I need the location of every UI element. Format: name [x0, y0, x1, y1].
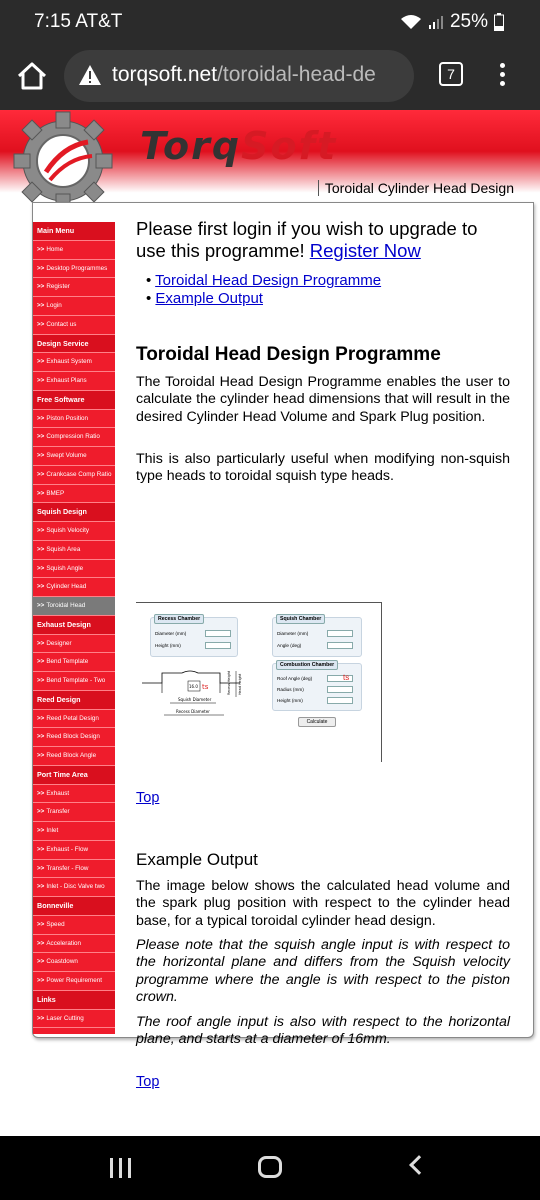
sidebar-item-label: Main Menu — [37, 226, 75, 235]
radius-field — [327, 686, 353, 693]
sidebar-item[interactable] — [33, 747, 115, 766]
web-page — [0, 110, 540, 1136]
chevron-right-icon: >> — [37, 414, 45, 422]
recess-height-field — [205, 642, 231, 649]
chevron-right-icon: >> — [37, 845, 45, 853]
sidebar-item[interactable] — [33, 466, 115, 485]
sidebar-menu — [33, 222, 115, 1034]
chevron-right-icon: >> — [37, 827, 45, 834]
chevron-right-icon: >> — [37, 939, 45, 947]
combustion-chamber-title: Combustion Chamber — [276, 660, 338, 670]
squish-angle-field — [327, 642, 353, 649]
sidebar-item-label: Bend Template — [46, 658, 89, 666]
top-link-2[interactable]: Top — [136, 1074, 160, 1090]
chevron-right-icon: >> — [37, 452, 45, 459]
sidebar-item[interactable] — [33, 428, 115, 447]
page-heading: Toroidal Cylinder Head Design — [318, 180, 514, 196]
recess-diameter-field — [205, 630, 231, 637]
sidebar-item-label: Laser Cutting — [46, 1014, 84, 1022]
radius-dim: 16.0 — [189, 684, 198, 689]
recent-apps-icon[interactable] — [110, 1158, 132, 1178]
sidebar-item-label: Transfer — [46, 808, 70, 816]
recess-height-dim: Recess Height — [227, 670, 231, 695]
sidebar-item-label: Power Requirement — [46, 977, 103, 984]
address-bar[interactable] — [64, 50, 414, 102]
sidebar-section-header — [33, 335, 115, 354]
sidebar-item-label: Compression Ratio — [46, 433, 100, 441]
squish-angle-note: Please note that the squish angle input is with respect to the horizontal plane and differs from the Squish velocity programme where the angle is with respect to the piston crown. — [136, 937, 510, 1006]
list-item — [146, 290, 510, 308]
sidebar-item[interactable] — [33, 785, 115, 804]
sidebar-item[interactable] — [33, 803, 115, 822]
recess-diameter-label: Diameter (mm) — [155, 631, 187, 636]
sidebar-item-label: Register — [46, 283, 70, 291]
logo-part1: Torq — [140, 124, 242, 168]
sidebar-item-label: Reed Block Angle — [46, 752, 97, 759]
sidebar-item[interactable] — [33, 953, 115, 972]
sidebar-item[interactable] — [33, 447, 115, 466]
roof-angle-note: The roof angle input is also with respect to the horizontal plane, and starts at a diameter of 16mm. — [136, 1014, 510, 1048]
chevron-right-icon: >> — [37, 470, 45, 478]
chevron-right-icon: >> — [37, 602, 45, 609]
sidebar-item-label: Squish Velocity — [46, 527, 90, 534]
sidebar-item[interactable] — [33, 728, 115, 747]
logo-part2: Soft — [241, 124, 338, 168]
sidebar-item-label: Speed — [46, 920, 65, 928]
sidebar-section-header — [33, 897, 115, 916]
back-icon[interactable] — [409, 1155, 429, 1175]
system-nav-bar — [0, 1136, 540, 1200]
sidebar-item[interactable] — [33, 597, 115, 616]
sidebar-item[interactable] — [33, 916, 115, 935]
ts-diagram-marker: ts — [202, 683, 209, 691]
head-cross-section-diagram — [140, 667, 260, 729]
sidebar-item[interactable] — [33, 653, 115, 672]
sidebar-item[interactable] — [33, 560, 115, 579]
sidebar-item-label: Exhaust - Flow — [46, 845, 89, 853]
recess-chamber-panel — [150, 617, 238, 657]
chevron-right-icon: >> — [37, 639, 45, 647]
squish-diameter-label: Diameter (mm) — [277, 631, 309, 636]
sidebar-item-label: Designer — [46, 639, 72, 647]
sidebar-item[interactable] — [33, 635, 115, 654]
battery-icon — [494, 13, 504, 31]
combustion-chamber-panel — [272, 663, 362, 711]
sidebar-section-header — [33, 391, 115, 410]
squish-diameter-field — [327, 630, 353, 637]
sidebar-item-label: Design Service — [37, 338, 89, 348]
warning-icon[interactable] — [78, 64, 102, 86]
sidebar-item[interactable] — [33, 841, 115, 860]
ts-marker: ts — [343, 673, 350, 682]
url-path: /toroidal-head-de — [217, 63, 376, 86]
intro-text: Please first login if you wish to upgrade to use this programme! — [136, 218, 478, 261]
chevron-right-icon: >> — [37, 527, 45, 534]
top-link-1[interactable]: Top — [136, 790, 160, 806]
sidebar-item[interactable] — [33, 541, 115, 560]
section-title-example: Example Output — [136, 850, 258, 869]
signal-icon — [428, 14, 444, 30]
site-logo-text[interactable] — [140, 124, 337, 168]
wifi-icon — [400, 14, 422, 30]
sidebar-item[interactable] — [33, 485, 115, 504]
browser-toolbar — [0, 44, 540, 110]
programme-description: The Toroidal Head Design Programme enables the user to calculate the cylinder head dimensions that will result in the desired Cylinder Head Volume and Spark Plug position. — [136, 374, 510, 425]
chevron-right-icon: >> — [37, 752, 45, 759]
home-icon[interactable] — [14, 58, 50, 94]
sidebar-item[interactable] — [33, 278, 115, 297]
sidebar-item-label: Port Time Area — [37, 769, 88, 779]
sidebar-item-label: Login — [46, 302, 62, 309]
sidebar-section-header — [33, 991, 115, 1010]
sidebar-section-header — [33, 222, 115, 241]
recess-diameter-dim: Recess Diameter — [176, 709, 210, 714]
status-time: 7:15 AT&T — [34, 11, 123, 32]
register-now-link[interactable]: Register Now — [309, 240, 421, 261]
overflow-menu-icon[interactable] — [492, 60, 512, 90]
sidebar-item-label: Exhaust Plans — [46, 377, 87, 384]
sidebar-item-label: Squish Design — [37, 507, 87, 517]
example-description: The image below shows the calculated head volume and the spark plug position with respect to the cylinder head base, for a typical toroidal cylinder head design. — [136, 878, 510, 929]
chevron-right-icon: >> — [37, 433, 45, 441]
sidebar-section-header — [33, 691, 115, 710]
sidebar-item-label: Links — [37, 994, 56, 1004]
gear-logo-icon — [8, 110, 118, 216]
sidebar-item-label: Toroidal Head — [46, 602, 86, 609]
sidebar-item[interactable] — [33, 1010, 115, 1029]
sidebar-item[interactable] — [33, 972, 115, 991]
chevron-right-icon: >> — [37, 883, 45, 891]
sidebar-item-label: Home — [46, 245, 64, 253]
chevron-right-icon: >> — [37, 1014, 45, 1022]
sidebar-item-label: BMEP — [46, 489, 65, 497]
chevron-right-icon: >> — [37, 658, 45, 666]
programme-note: This is also particularly useful when modifying non-squish type heads to toroidal squish type heads. — [136, 451, 510, 485]
head-height-dim: Head Height — [238, 673, 242, 695]
sidebar-item[interactable] — [33, 260, 115, 279]
chevron-right-icon: >> — [37, 545, 45, 553]
sidebar-item[interactable] — [33, 878, 115, 897]
chevron-right-icon: >> — [37, 377, 45, 384]
squish-chamber-title: Squish Chamber — [276, 614, 325, 624]
url-text[interactable] — [112, 63, 376, 87]
battery-percent: 25% — [449, 11, 488, 32]
chevron-right-icon: >> — [37, 789, 45, 797]
sidebar-item-label: Squish Area — [46, 545, 81, 553]
sidebar-item[interactable] — [33, 710, 115, 729]
chevron-right-icon: >> — [37, 564, 45, 572]
recess-chamber-title: Recess Chamber — [154, 614, 204, 624]
sidebar-item[interactable] — [33, 316, 115, 335]
sidebar-item-label: Inlet — [46, 827, 59, 834]
example-output-link[interactable]: Example Output — [155, 290, 263, 307]
chevron-right-icon: >> — [37, 977, 45, 984]
sidebar-item-label: Cylinder Head — [46, 583, 87, 591]
sidebar-item[interactable] — [33, 241, 115, 260]
sidebar-item-label: Contact us — [46, 320, 77, 328]
main-content — [136, 218, 510, 1090]
list-item — [146, 272, 510, 290]
chevron-right-icon: >> — [37, 808, 45, 816]
chevron-right-icon: >> — [37, 283, 45, 291]
toroidal-programme-link[interactable]: Toroidal Head Design Programme — [155, 272, 382, 289]
chevron-right-icon: >> — [37, 677, 45, 684]
sidebar-item[interactable] — [33, 578, 115, 597]
chevron-right-icon: >> — [37, 958, 45, 966]
chevron-right-icon: >> — [37, 320, 45, 328]
home-button-icon[interactable] — [258, 1156, 282, 1178]
chevron-right-icon: >> — [37, 920, 45, 928]
sidebar-item[interactable] — [33, 672, 115, 691]
tab-switcher-button[interactable]: 7 — [439, 62, 463, 86]
radius-label: Radius (mm) — [277, 687, 304, 692]
sidebar-item-label: Transfer - Flow — [46, 864, 89, 872]
status-icons — [400, 11, 504, 33]
sidebar-item[interactable] — [33, 860, 115, 879]
sidebar-item[interactable] — [33, 410, 115, 429]
sidebar-item-label: Exhaust System — [46, 358, 92, 366]
sidebar-item-label: Desktop Programmes — [46, 264, 108, 272]
chevron-right-icon: >> — [37, 733, 45, 741]
sidebar-item[interactable] — [33, 935, 115, 954]
chevron-right-icon: >> — [37, 489, 45, 497]
squish-diameter-dim: Squish Diameter — [178, 697, 212, 702]
recess-height-label: Height (mm) — [155, 643, 181, 648]
sidebar-item-label: Acceleration — [46, 939, 82, 947]
sidebar-item[interactable] — [33, 297, 115, 316]
sidebar-item[interactable] — [33, 522, 115, 541]
sidebar-item[interactable] — [33, 372, 115, 391]
calculate-button: Calculate — [298, 717, 336, 727]
squish-chamber-panel — [272, 617, 362, 657]
sidebar-item-label: Coastdown — [46, 958, 78, 966]
sidebar-item-label: Exhaust — [46, 789, 70, 797]
login-notice — [136, 218, 510, 262]
chevron-right-icon: >> — [37, 358, 45, 366]
height-field — [327, 697, 353, 704]
sidebar-section-header — [33, 766, 115, 785]
status-bar — [0, 0, 540, 44]
sidebar-item-label: Bonneville — [37, 901, 74, 910]
sidebar-item-label: Swept Volume — [46, 452, 87, 459]
sidebar-section-header — [33, 616, 115, 635]
chevron-right-icon: >> — [37, 583, 45, 591]
chevron-right-icon: >> — [37, 864, 45, 872]
chevron-right-icon: >> — [37, 245, 45, 253]
sidebar-item-label: Reed Block Design — [46, 733, 100, 741]
sidebar-item-label: Squish Angle — [46, 564, 84, 572]
sidebar-section-header — [33, 503, 115, 522]
squish-angle-label: Angle (deg) — [277, 643, 302, 648]
height-label: Height (mm) — [277, 698, 303, 703]
chevron-right-icon: >> — [37, 264, 45, 272]
sidebar-item-label: Exhaust Design — [37, 619, 91, 629]
sidebar-item-label: Inlet - Disc Valve two — [46, 883, 105, 891]
chevron-right-icon: >> — [37, 714, 45, 722]
sidebar-item-label: Crankcase Comp Ratio — [46, 470, 112, 478]
sidebar-item-label: Reed Petal Design — [46, 714, 99, 722]
programme-screenshot — [136, 602, 382, 762]
url-domain: torqsoft.net — [112, 63, 218, 86]
sidebar-item[interactable] — [33, 822, 115, 841]
section-title-programme: Toroidal Head Design Programme — [136, 344, 441, 365]
sidebar-item-label: Reed Design — [37, 694, 81, 704]
page-links — [146, 272, 510, 308]
sidebar-item-label: Piston Position — [46, 414, 89, 422]
sidebar-item-label: Free Software — [37, 394, 85, 404]
sidebar-item[interactable] — [33, 353, 115, 372]
roof-angle-label: Roof Angle (deg) — [277, 676, 313, 681]
sidebar-item-label: Bend Template - Two — [46, 677, 106, 684]
chevron-right-icon: >> — [37, 302, 45, 309]
